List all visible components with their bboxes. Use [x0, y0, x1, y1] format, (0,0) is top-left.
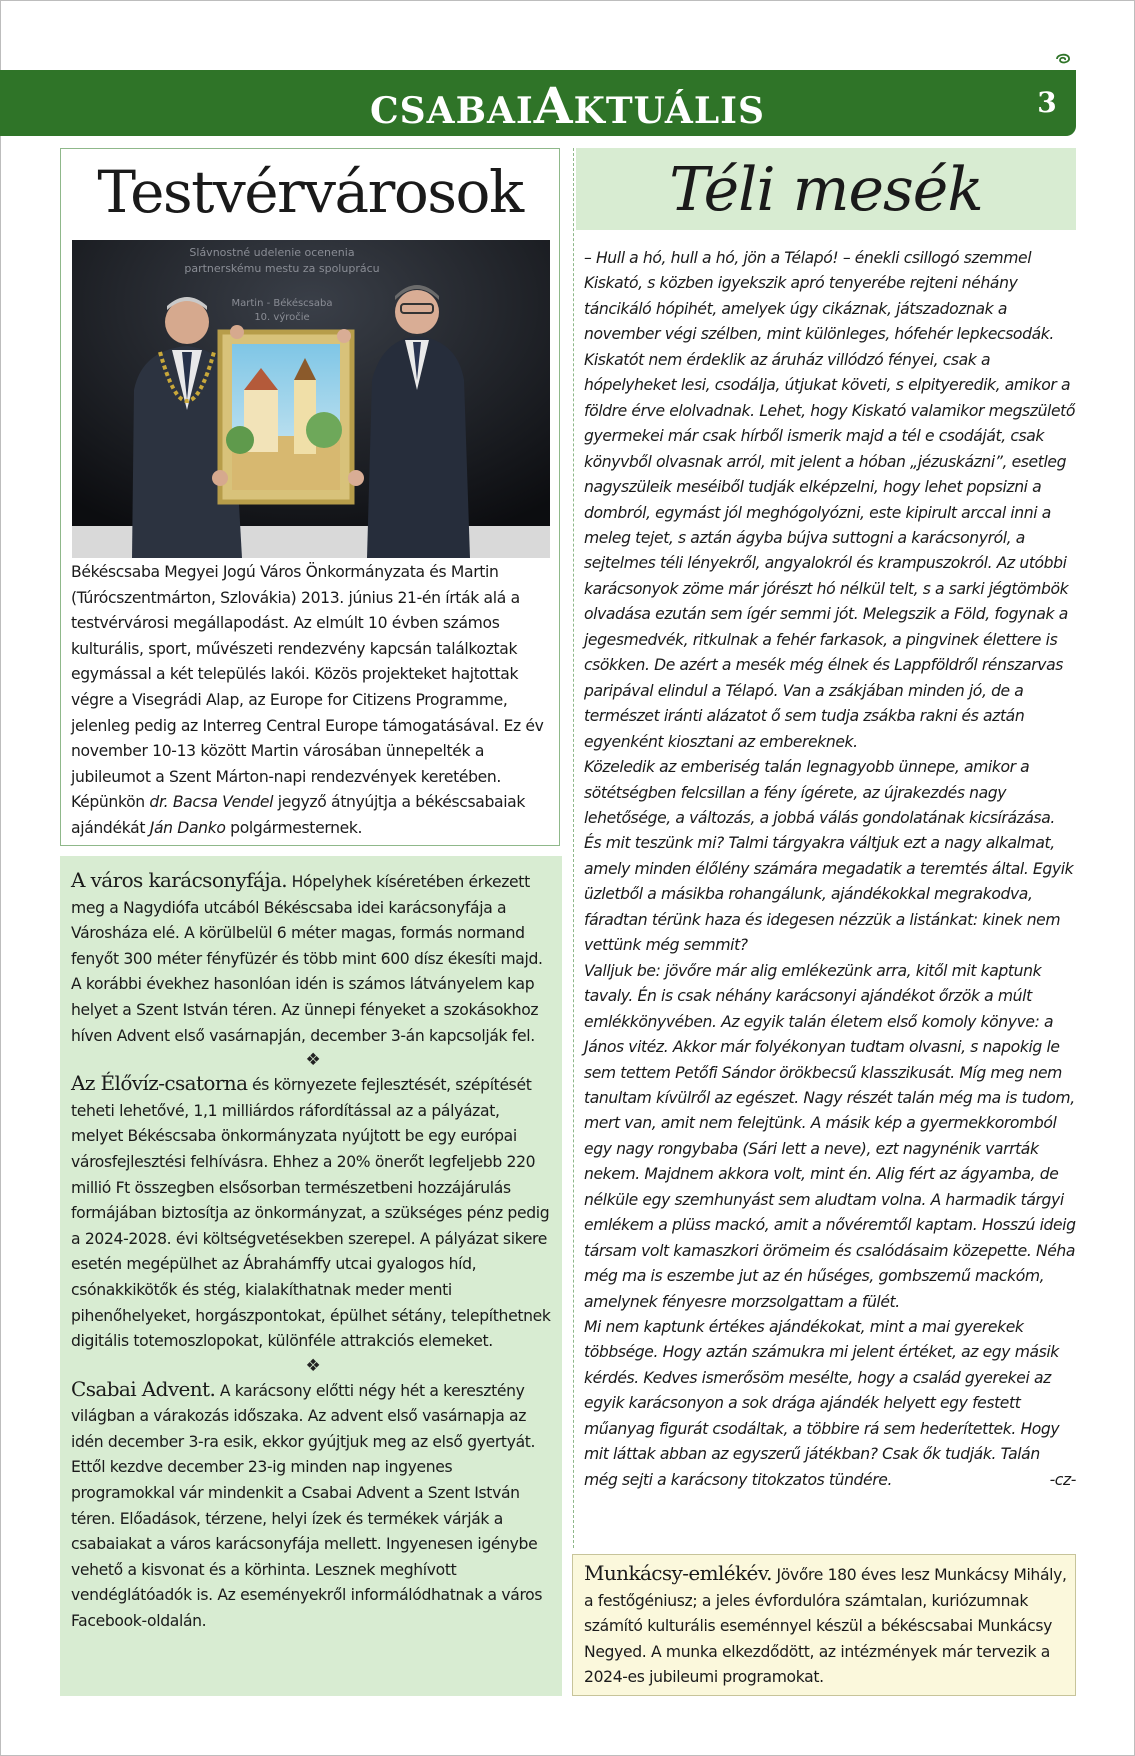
feature-name-italic: dr. Bacsa Vendel	[149, 793, 274, 812]
story-paragraph: Valljuk be: jövőre már alig emlékezünk arra, kitől mit kaptunk tavaly. Én is csak néhány karácsonyi ajándékot őrzök a múlt emlékkönyvében. Az egyik talán életem első komoly könyve: a János vitéz. Akkor már folyékonyan tudtam olvasni, s napokig le sem tettem Petőfi Sándor örökbecsű klasszikusát. Míg meg nem tanultam kívülről az egészet. Nagy részét talán még ma is tudom, mert van, amit nem felejtünk. A másik kép a gyermekkoromból egy nagy rongybaba (Sári lett a neve), ezt nagynénik varrták nekem. Majdnem akkora volt, mint én. Alig fért az ágyamba, de nélküle egy szemhunyást sem aludtam volna. A harmadik tárgyi emlékem a plüss mackó, amit a nővéremtől kaptam. Hosszú ideig társam volt kamaszkori örömeim és csalódásaim közepette. Néha még ma is eszembe jut az én hűséges, gombszemű mackóm, amelynek fényesre morzsolgattam a fülét.	[584, 961, 1076, 1311]
separator-icon: ❖	[305, 1050, 321, 1071]
news-item: Az Élővíz-csatorna és környezete fejlesztését, szépítését teheti lehetővé, 1,1 milliárdos ráfordítással az a pályázat, melyet Békéscsaba önkormányzata nyújtott be egy európai városfejlesztési felhívásra. Ehhez a 20% önerőt legfeljebb 220 millió Ft összegben elsősorban természetbeni hozzájárulás formájában biztosítja az önkormányzat, a szükséges pénz pedig a 2024-2028. évi költségvetésekben szerepel. A pályázat sikere esetén megépülhet az Ábrahámffy utcai gyalogos híd, csónakkikötők és stég, kialakíthatnak meder menti pihenőhelyeket, horgászpontokat, épülhet sétány, telepíthetnek digitális totemoszlopokat, különféle attrakciós elemeket.	[71, 1071, 551, 1351]
photo-banner-line1: Slávnostné udelenie ocenenia	[189, 246, 355, 259]
photo-banner-line4: 10. výročie	[254, 312, 310, 323]
munkacsy-text: Munkácsy-emlékév. Jövőre 180 éves lesz Munkácsy Mihály, a festőgéniusz; a jeles évfordulóra számtalan, kuriózumnak számító kulturális eseménnyel készül a békéscsabai Munkácsy Negyed. A munka elkezdődött, az intézmények már tervezik a 2024-es jubileumi programokat.	[584, 1561, 1067, 1687]
feature-photo	[72, 240, 550, 558]
news-item: A város karácsonyfája. Hópelyhek kíséretében érkezett meg a Nagydiófa utcából Békéscsaba idei karácsonyfája a Városháza elé. A körülbelül 6 méter magas, formás normand fenyőt 300 méter fényfüzér és több mint 600 dísz ékesíti majd. A korábbi évekhez hasonlóan idén is számos látványelem kap helyet a Szent István téren. Az ünnepi fényeket a szokásokhoz híven Advent első vasárnapján, december 3-án kapcsolják fel.	[71, 868, 543, 1045]
feature-text: Békéscsaba Megyei Jogú Város Önkormányzata és Martin (Túrócszentmárton, Szlovákia) 2013. június 21-én írták alá a testvérvárosi megállapodást. Az elmúlt 10 évben számos kulturális, sport, művészeti rendezvény kapcsán találkoztak egymással a két település lakói. Közös projekteket hajtottak végre a Visegrádi Alap, az Europe for Citizens Programme, jelenleg pedig az Interreg Central Europe támogatásával. Ez év november 10-13 között Martin városában ünnepelték a jubileumot a Szent Márton-napi rendezvények keretében. Képünkön dr. Bacsa Vendel jegyző átnyújtja a békéscsabaiak ajándékát Ján Danko polgármesternek.	[71, 563, 544, 837]
story-paragraph: Közeledik az emberiség talán legnagyobb ünnepe, amikor a sötétségben felcsillan a fény ígérete, az újrakezdés nagy lehetősége, a változás, a jobbá válás gondolatának kicsírázása. És mit teszünk mi? Talmi tárgyakra váltjuk ezt a nagy alkalmat, amely minden élőlény számára megadatik a teremtés által. Egyik üzletből a másikba rohangálunk, ajándékokkal megrakodva, fáradtan térünk haza és idegesen nézzük a listánkat: kinek nem vettünk még semmit?	[584, 758, 1074, 955]
story-signature: -cz-	[1049, 1470, 1076, 1489]
news-lead: Csabai Advent.	[71, 1376, 216, 1401]
feature-name-italic: Ján Danko	[149, 818, 226, 837]
news-column	[71, 868, 555, 1635]
munkacsy-lead: Munkácsy-emlékév.	[584, 1561, 772, 1585]
feature-title: Testvérvárosok	[97, 158, 523, 226]
swirl-logo-icon	[1055, 52, 1071, 66]
news-lead: Az Élővíz-csatorna	[71, 1071, 248, 1096]
story-title: Téli mesék	[669, 155, 983, 225]
page-number: 3	[1037, 86, 1057, 119]
story-paragraph: Mi nem kaptunk értékes ajándékokat, mint a mai gyerekek többsége. Hogy aztán számukra mi jelent értéket, az egy másik kérdés. Kedves ismerősöm mesélte, hogy a család gyerekei az egyik karácsonyon a sok drága ajándék helyett egy festett műanyag figurát csodáltak, a többire rá sem hederítettek. Hogy mit láttak abban az egyszerű játékban? Csak ők tudják. Talán még sejti a karácsony titokzatos tündére. -cz-	[584, 1315, 1076, 1493]
photo-banner-line3: Martin - Békéscsaba	[231, 298, 333, 309]
story-text	[584, 246, 1076, 1493]
news-item: Csabai Advent. A karácsony előtti négy hét a keresztény világban a várakozás időszaka. Az advent első vasárnapja az idén december 3-ra esik, ekkor gyújtjuk meg az első gyertyát. Ettől kezdve december 23-ig minden nap ingyenes programokkal vár mindenkit a Csabai Advent a Szent István téren. Előadások, térzene, helyi ízek és termékek várják a csabaiakat a város karácsonyfája mellett. Ingyenesen igénybe vehető a kisvonat és a körhinta. Lesznek meghívott vendéglátóadók is. Az eseményekről informálódhatnak a város Facebook-oldalán.	[71, 1376, 543, 1631]
column-divider	[573, 148, 574, 1548]
masthead-title: CSABAIAKTUÁLIS	[369, 76, 766, 135]
photo-banner-line2: partnerskému mestu za spoluprácu	[184, 262, 380, 275]
story-paragraph: – Hull a hó, hull a hó, jön a Télapó! – énekli csillogó szemmel Kiskató, s közben igyekszik apró tenyerébe rejteni néhány táncikáló hópihét, amelyek úgy cikáznak, játszadoznak a november végi szélben, mint különleges, hófehér lepkecsodák. Kiskatót nem érdeklik az áruház villódzó fényei, csak a hópelyheket lesi, csodálja, útjukat követi, s elpityeredik, amikor a földre érve elolvadnak. Lehet, hogy Kiskató valamikor megszülető gyermekei már csak hírből ismerik majd a tél e csodáját, csak könyvből olvasnak arról, mit jelent a hóban „jézuskázni”, esetleg nagyszüleik meséiből tudják elképzelni, hogy lehet popsizni a dombról, egymást jól meghógolyózni, este kipirult arccal inni a meleg tejet, s aztán ágyba bújva suttogni a karácsonyról, a sejtelmes téli lényekről, angyalokról és krampuszokról. Az utóbbi karácsonyok zöme már jórészt hó nélkül telt, s a sarki jégtömbök olvadása ezután sem ígér semmi jót. Melegszik a Föld, fogynak a jegesmedvék, ritkulnak a fehér farkasok, a pingvinek élettere is csökken. De azért a mesék még élnek és Lappföldről rénszarvas paripával elindul a Télapó. Van a zsákjában minden jó, de a természet iránti alázatot ő sem tudja zsákba rakni és aztán egyenként kiosztani az embereknek.	[584, 249, 1076, 751]
news-lead: A város karácsonyfája.	[71, 868, 288, 892]
separator-icon: ❖	[305, 1355, 321, 1376]
